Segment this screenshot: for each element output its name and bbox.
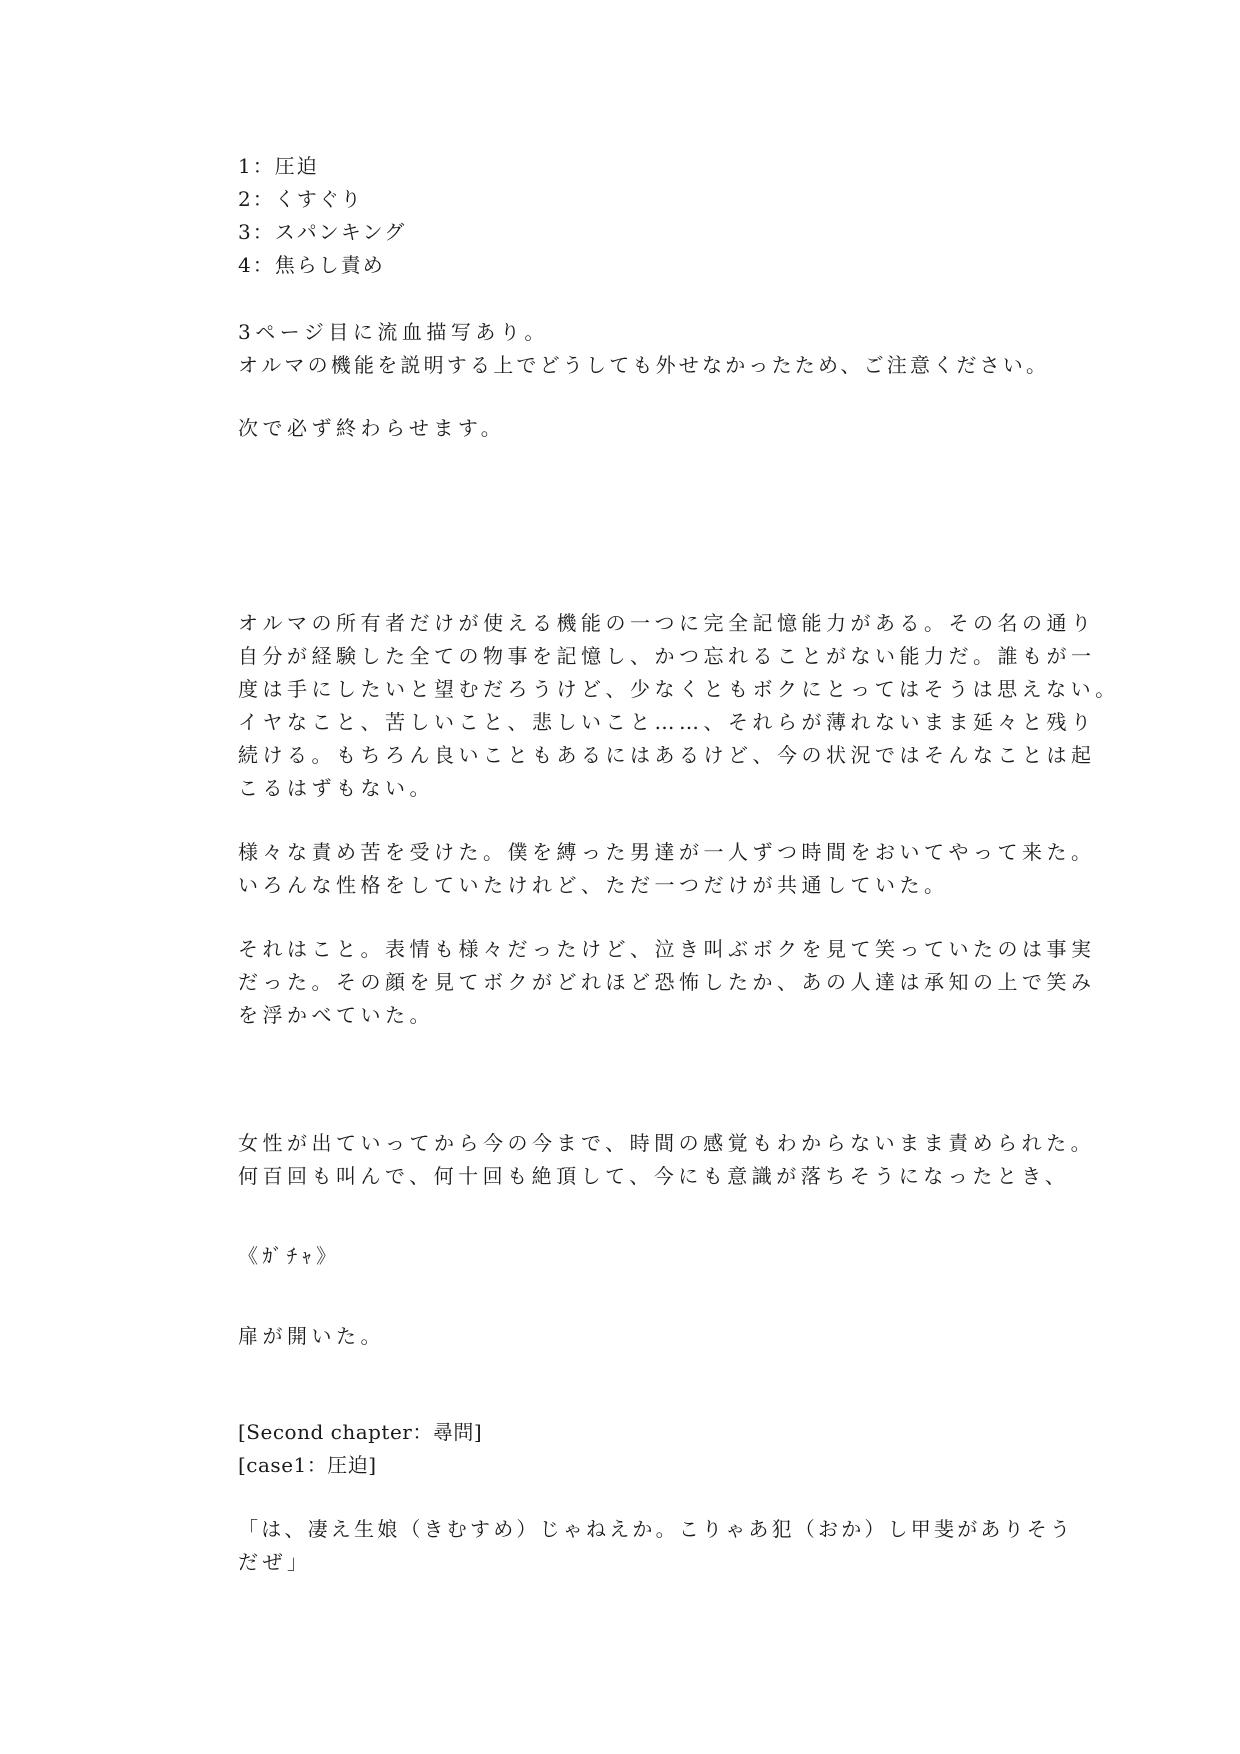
- paragraph-line: を浮かべていた。: [238, 1003, 434, 1027]
- paragraph-line: 女性が出ていってから今の今まで、時間の感覚もわからないまま責められた。: [238, 1131, 1096, 1155]
- case-heading: [case1：圧迫]: [238, 1453, 377, 1477]
- paragraph-line: 様々な責め苦を受けた。僕を縛った男達が一人ずつ時間をおいてやって来た。: [238, 840, 1096, 864]
- notice-line: オルマの機能を説明する上でどうしても外せなかったため、ご注意ください。: [238, 353, 1050, 377]
- paragraph-line: 何百回も叫んで、何十回も絶頂して、今にも意識が落ちそうになったとき、: [238, 1164, 1070, 1188]
- paragraph-line: こるはずもない。: [238, 776, 434, 800]
- content-list-item: 4：焦らし責め: [238, 253, 385, 277]
- final-note: 次で必ず終わらせます。: [238, 416, 506, 440]
- content-list-item: 3：スパンキング: [238, 220, 407, 244]
- paragraph-line: イヤなこと、苦しいこと、悲しいこと……、それらが薄れないまま延々と残り: [238, 710, 1096, 734]
- paragraph-line: だった。その顔を見てボクがどれほど恐怖したか、あの人達は承知の上で笑み: [238, 970, 1096, 994]
- dialogue-line: だぜ」: [238, 1550, 312, 1574]
- dialogue-line: 「は、凄え生娘（きむすめ）じゃねえか。こりゃあ犯（おか）し甲斐がありそう: [238, 1517, 1074, 1541]
- paragraph-line: 続ける。もちろん良いこともあるにはあるけど、今の状況ではそんなことは起: [238, 743, 1096, 767]
- door-line: 扉が開いた。: [238, 1324, 385, 1348]
- chapter-heading: [Second chapter：尋問]: [238, 1420, 483, 1444]
- notice-line: 3ページ目に流血描写あり。: [238, 320, 549, 344]
- paragraph-line: 度は手にしたいと望むだろうけど、少なくともボクにとってはそうは思えない。: [238, 677, 1120, 701]
- content-list-item: 1：圧迫: [238, 154, 319, 178]
- paragraph-line: 自分が経験した全ての物事を記憶し、かつ忘れることがない能力だ。誰もが一: [238, 644, 1096, 668]
- paragraph-line: オルマの所有者だけが使える機能の一つに完全記憶能力がある。その名の通り: [238, 611, 1096, 635]
- content-list-item: 2：くすぐり: [238, 187, 363, 211]
- paragraph-line: それはこと。表情も様々だったけど、泣き叫ぶボクを見て笑っていたのは事実: [238, 937, 1096, 961]
- sound-effect: 《ｶﾞﾁｬ》: [238, 1244, 341, 1268]
- paragraph-line: いろんな性格をしていたけれど、ただ一つだけが共通していた。: [238, 873, 949, 897]
